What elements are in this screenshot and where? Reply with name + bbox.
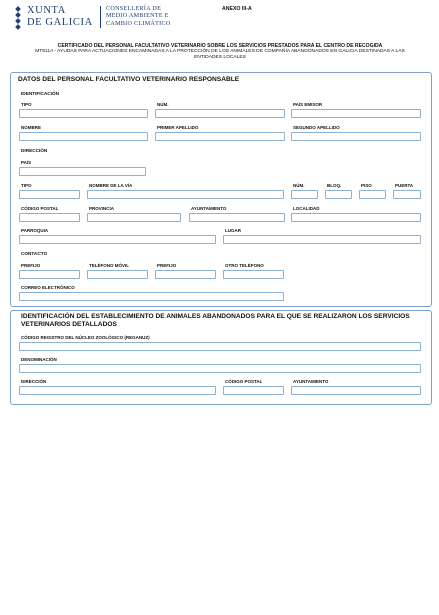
mobile-phone-field[interactable] — [87, 270, 148, 279]
mobile-phone-label: TELÉFONO MÓVIL — [89, 263, 129, 268]
id-number-label: NÚM. — [157, 102, 169, 107]
street-type-field[interactable] — [19, 190, 80, 199]
phone-prefix-label: PREFIJO — [21, 263, 41, 268]
other-phone-label: OTRO TELÉFONO — [225, 263, 264, 268]
email-label: CORREO ELECTRÓNICO — [21, 285, 75, 290]
logo-line-2: DE GALICIA — [27, 17, 93, 28]
establishment-postal-code-field[interactable] — [223, 386, 284, 395]
phone-prefix-field[interactable] — [19, 270, 80, 279]
annex-label: ANEXO III-A — [222, 6, 252, 12]
address-heading: DIRECCIÓN — [21, 148, 48, 153]
province-field[interactable] — [87, 213, 181, 222]
municipality-label: AYUNTAMIENTO — [191, 206, 227, 211]
place-label: LUGAR — [225, 228, 241, 233]
name-field[interactable] — [19, 132, 148, 141]
locality-field[interactable] — [291, 213, 421, 222]
door-field[interactable] — [393, 190, 421, 199]
establishment-address-field[interactable] — [19, 386, 216, 395]
first-surname-label: PRIMER APELLIDO — [157, 125, 199, 130]
street-name-label: NOMBRE DE LA VÍA — [89, 183, 133, 188]
other-prefix-field[interactable] — [155, 270, 216, 279]
street-number-label: NÚM. — [293, 183, 305, 188]
conselleria-name — [106, 6, 171, 28]
establishment-postal-code-label: CÓDIGO POSTAL — [225, 379, 263, 384]
conselleria-line-2: MEDIO AMBIENTE E — [106, 13, 169, 20]
postal-code-field[interactable] — [19, 213, 80, 222]
xunta-logo — [14, 4, 174, 30]
postal-code-label: CÓDIGO POSTAL — [21, 206, 59, 211]
logo-text — [27, 5, 93, 29]
contact-heading: CONTACTO — [21, 251, 48, 256]
street-type-label: TIPO — [21, 183, 32, 188]
issuing-country-field[interactable] — [291, 109, 421, 118]
logo-separator — [100, 6, 101, 28]
subtitle-line-1: MT811A - AYUDAS PARA ACTUACIONES ENCAMINADAS A LA PROTECCIÓN DE LOS ANIMALES DE COMPAÑÍA ABANDONADOS EN GALICIA DESTINADAS A LAS — [35, 49, 405, 54]
floor-label: PISO — [361, 183, 372, 188]
first-surname-field[interactable] — [155, 132, 285, 141]
parish-field[interactable] — [19, 235, 216, 244]
section1-title: DATOS DEL PERSONAL FACULTATIVO VETERINARIO RESPONSABLE — [18, 76, 240, 83]
conselleria-line-1: CONSELLERÍA DE — [106, 6, 162, 12]
reganuz-code-label: CÓDIGO REGISTRO DEL NÚCLEO ZOOLÓGICO (REGANUZ) — [21, 335, 150, 340]
street-number-field[interactable] — [291, 190, 318, 199]
establishment-municipality-field[interactable] — [291, 386, 421, 395]
denomination-label: DENOMINACIÓN — [21, 357, 57, 362]
conselleria-line-3: CAMBIO CLIMÁTICO — [106, 20, 171, 27]
province-label: PROVINCIA — [89, 206, 115, 211]
country-label: PAÍS — [21, 160, 32, 165]
establishment-address-label: DIRECCIÓN — [21, 379, 47, 384]
establishment-municipality-label: AYUNTAMIENTO — [293, 379, 329, 384]
id-number-field[interactable] — [155, 109, 285, 118]
logo-line-1: XUNTA — [27, 5, 66, 16]
block-label: BLOQ. — [327, 183, 342, 188]
section2-title-line-2: VETERINARIOS DETALLADOS — [21, 320, 117, 328]
id-type-label: TIPO — [21, 102, 32, 107]
second-surname-label: SEGUNDO APELLIDO — [293, 125, 340, 130]
name-label: NOMBRE — [21, 125, 41, 130]
block-field[interactable] — [325, 190, 352, 199]
parish-label: PARROQUIA — [21, 228, 49, 233]
id-type-field[interactable] — [19, 109, 148, 118]
identification-heading: IDENTIFICACIÓN — [21, 91, 60, 96]
municipality-field[interactable] — [189, 213, 285, 222]
denomination-field[interactable] — [19, 364, 421, 373]
document-title: CERTIFICADO DEL PERSONAL FACULTATIVO VETERINARIO SOBRE LOS SERVICIOS PRESTADOS PARA EL CENTRO DE RECOGIDA — [57, 43, 383, 49]
reganuz-code-field[interactable] — [19, 342, 421, 351]
xunta-emblem-icon — [14, 7, 22, 29]
place-field[interactable] — [223, 235, 421, 244]
other-prefix-label: PREFIJO — [157, 263, 177, 268]
section2-title-line-1: IDENTIFICACIÓN DEL ESTABLECIMIENTO DE ANIMALES ABANDONADOS PARA EL QUE SE REALIZARON LOS SERVICIOS — [21, 313, 410, 320]
door-label: PUERTA — [395, 183, 414, 188]
country-field[interactable] — [19, 167, 146, 176]
issuing-country-label: PAÍS EMISOR — [293, 102, 323, 107]
locality-label: LOCALIDAD — [293, 206, 320, 211]
subtitle-line-2: ENTIDADES LOCALES — [194, 55, 246, 61]
other-phone-field[interactable] — [223, 270, 284, 279]
section2-title — [21, 313, 426, 328]
floor-field[interactable] — [359, 190, 386, 199]
email-field[interactable] — [19, 292, 284, 301]
second-surname-field[interactable] — [291, 132, 421, 141]
document-subtitle — [20, 49, 420, 61]
street-name-field[interactable] — [87, 190, 284, 199]
